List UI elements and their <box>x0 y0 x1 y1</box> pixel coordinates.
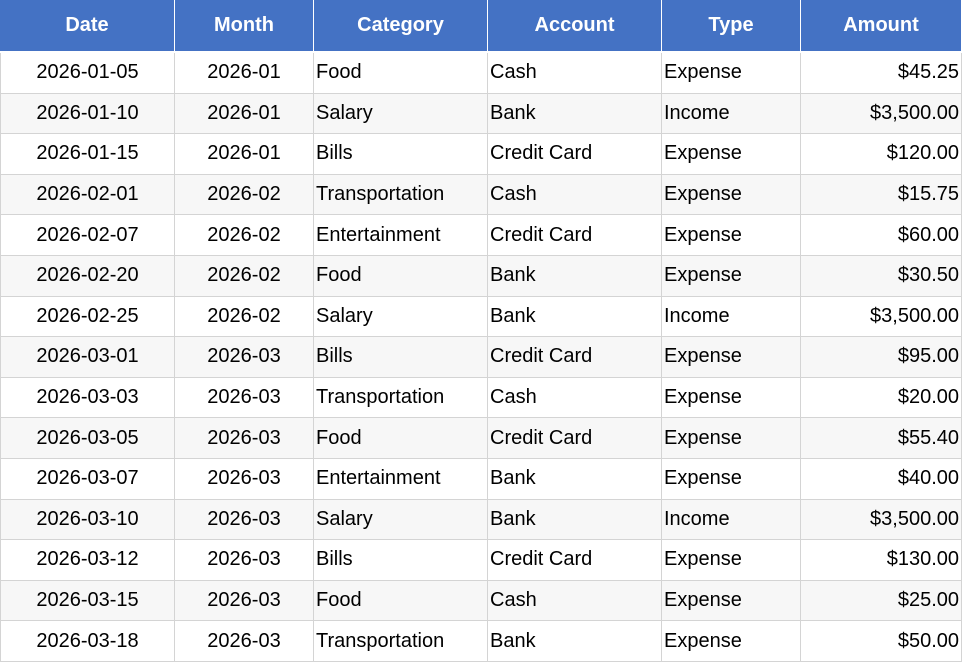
cell-type[interactable]: Expense <box>662 378 801 419</box>
column-header-amount[interactable]: Amount <box>801 0 962 53</box>
cell-amount[interactable]: $40.00 <box>801 459 962 500</box>
cell-amount[interactable]: $50.00 <box>801 621 962 662</box>
cell-account[interactable]: Cash <box>488 378 662 419</box>
cell-date[interactable]: 2026-01-10 <box>0 94 175 135</box>
cell-date[interactable]: 2026-03-18 <box>0 621 175 662</box>
cell-account[interactable]: Credit Card <box>488 418 662 459</box>
cell-type[interactable]: Expense <box>662 418 801 459</box>
cell-type[interactable]: Expense <box>662 337 801 378</box>
cell-amount[interactable]: $120.00 <box>801 134 962 175</box>
cell-amount[interactable]: $30.50 <box>801 256 962 297</box>
cell-amount[interactable]: $3,500.00 <box>801 500 962 541</box>
cell-amount[interactable]: $95.00 <box>801 337 962 378</box>
cell-type[interactable]: Expense <box>662 215 801 256</box>
cell-month[interactable]: 2026-03 <box>175 378 314 419</box>
cell-date[interactable]: 2026-03-05 <box>0 418 175 459</box>
column-header-date[interactable]: Date <box>0 0 175 53</box>
cell-account[interactable]: Bank <box>488 621 662 662</box>
cell-account[interactable]: Bank <box>488 94 662 135</box>
cell-category[interactable]: Bills <box>314 134 488 175</box>
cell-date[interactable]: 2026-03-10 <box>0 500 175 541</box>
cell-amount[interactable]: $25.00 <box>801 581 962 622</box>
column-header-category[interactable]: Category <box>314 0 488 53</box>
cell-date[interactable]: 2026-02-20 <box>0 256 175 297</box>
cell-type[interactable]: Expense <box>662 621 801 662</box>
cell-date[interactable]: 2026-03-15 <box>0 581 175 622</box>
cell-category[interactable]: Food <box>314 53 488 94</box>
cell-amount[interactable]: $15.75 <box>801 175 962 216</box>
cell-type[interactable]: Expense <box>662 256 801 297</box>
cell-category[interactable]: Salary <box>314 297 488 338</box>
cell-account[interactable]: Cash <box>488 175 662 216</box>
cell-account[interactable]: Bank <box>488 256 662 297</box>
cell-category[interactable]: Bills <box>314 337 488 378</box>
cell-amount[interactable]: $20.00 <box>801 378 962 419</box>
cell-amount[interactable]: $130.00 <box>801 540 962 581</box>
cell-category[interactable]: Food <box>314 418 488 459</box>
cell-category[interactable]: Transportation <box>314 621 488 662</box>
cell-month[interactable]: 2026-03 <box>175 581 314 622</box>
cell-account[interactable]: Bank <box>488 297 662 338</box>
cell-type[interactable]: Expense <box>662 459 801 500</box>
cell-date[interactable]: 2026-03-12 <box>0 540 175 581</box>
cell-account[interactable]: Cash <box>488 581 662 622</box>
cell-date[interactable]: 2026-03-01 <box>0 337 175 378</box>
cell-date[interactable]: 2026-02-01 <box>0 175 175 216</box>
cell-month[interactable]: 2026-01 <box>175 94 314 135</box>
cell-amount[interactable]: $3,500.00 <box>801 94 962 135</box>
cell-date[interactable]: 2026-03-07 <box>0 459 175 500</box>
cell-account[interactable]: Credit Card <box>488 337 662 378</box>
cell-category[interactable]: Salary <box>314 94 488 135</box>
cell-date[interactable]: 2026-02-25 <box>0 297 175 338</box>
cell-category[interactable]: Transportation <box>314 175 488 216</box>
cell-type[interactable]: Expense <box>662 134 801 175</box>
cell-month[interactable]: 2026-03 <box>175 540 314 581</box>
cell-month[interactable]: 2026-01 <box>175 134 314 175</box>
cell-month[interactable]: 2026-02 <box>175 215 314 256</box>
cell-category[interactable]: Food <box>314 581 488 622</box>
cell-type[interactable]: Expense <box>662 175 801 216</box>
cell-month[interactable]: 2026-02 <box>175 297 314 338</box>
cell-category[interactable]: Transportation <box>314 378 488 419</box>
cell-account[interactable]: Bank <box>488 500 662 541</box>
cell-date[interactable]: 2026-01-05 <box>0 53 175 94</box>
cell-amount[interactable]: $55.40 <box>801 418 962 459</box>
column-header-account[interactable]: Account <box>488 0 662 53</box>
cell-category[interactable]: Food <box>314 256 488 297</box>
cell-amount[interactable]: $60.00 <box>801 215 962 256</box>
cell-type[interactable]: Expense <box>662 53 801 94</box>
cell-type[interactable]: Expense <box>662 540 801 581</box>
column-header-type[interactable]: Type <box>662 0 801 53</box>
cell-amount[interactable]: $45.25 <box>801 53 962 94</box>
cell-month[interactable]: 2026-03 <box>175 459 314 500</box>
cell-account[interactable]: Credit Card <box>488 134 662 175</box>
cell-month[interactable]: 2026-03 <box>175 621 314 662</box>
cell-category[interactable]: Bills <box>314 540 488 581</box>
cell-month[interactable]: 2026-01 <box>175 53 314 94</box>
cell-month[interactable]: 2026-02 <box>175 175 314 216</box>
cell-type[interactable]: Expense <box>662 581 801 622</box>
cell-category[interactable]: Salary <box>314 500 488 541</box>
cell-account[interactable]: Cash <box>488 53 662 94</box>
cell-month[interactable]: 2026-02 <box>175 256 314 297</box>
cell-account[interactable]: Bank <box>488 459 662 500</box>
cell-month[interactable]: 2026-03 <box>175 500 314 541</box>
cell-date[interactable]: 2026-02-07 <box>0 215 175 256</box>
cell-type[interactable]: Income <box>662 297 801 338</box>
cell-type[interactable]: Income <box>662 94 801 135</box>
column-header-month[interactable]: Month <box>175 0 314 53</box>
cell-date[interactable]: 2026-03-03 <box>0 378 175 419</box>
cell-category[interactable]: Entertainment <box>314 215 488 256</box>
cell-date[interactable]: 2026-01-15 <box>0 134 175 175</box>
cell-account[interactable]: Credit Card <box>488 215 662 256</box>
cell-month[interactable]: 2026-03 <box>175 337 314 378</box>
cell-category[interactable]: Entertainment <box>314 459 488 500</box>
cell-account[interactable]: Credit Card <box>488 540 662 581</box>
cell-amount[interactable]: $3,500.00 <box>801 297 962 338</box>
cell-type[interactable]: Income <box>662 500 801 541</box>
cell-month[interactable]: 2026-03 <box>175 418 314 459</box>
